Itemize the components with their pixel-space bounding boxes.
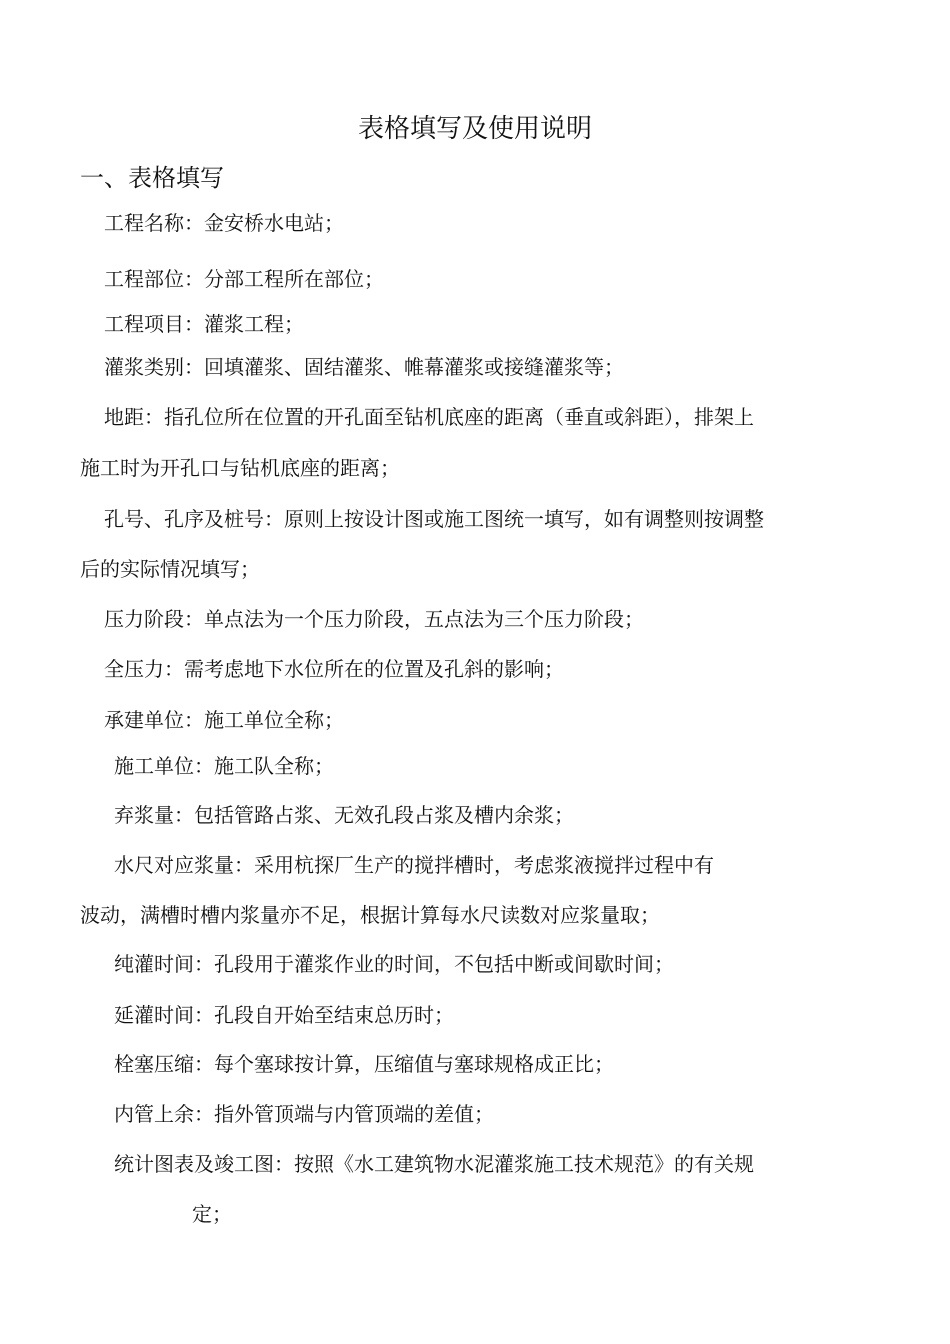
line-waste-grout: 弃浆量：包括管路占浆、无效孔段占浆及槽内余浆； bbox=[114, 803, 574, 827]
line-total-grouting-time: 延灌时间：孔段自开始至结束总历时； bbox=[114, 1003, 454, 1027]
page-title: 表格填写及使用说明 bbox=[357, 114, 592, 144]
line-plug-compression: 栓塞压缩：每个塞球按计算，压缩值与塞球规格成正比； bbox=[114, 1052, 614, 1076]
line-contractor: 承建单位：施工单位全称； bbox=[104, 708, 344, 732]
line-gauge-grout: 水尺对应浆量：采用杭探厂生产的搅拌槽时，考虑浆液搅拌过程中有 bbox=[114, 853, 714, 877]
line-construction-unit: 施工单位：施工队全称； bbox=[114, 754, 334, 778]
line-hole-number: 孔号、孔序及桩号：原则上按设计图或施工图统一填写，如有调整则按调整 bbox=[104, 507, 764, 531]
line-full-pressure: 全压力：需考虑地下水位所在的位置及孔斜的影响； bbox=[104, 657, 564, 681]
line-gauge-grout-cont: 波动，满槽时槽内浆量亦不足，根据计算每水尺读数对应浆量取； bbox=[80, 903, 660, 927]
section-heading: 一、表格填写 bbox=[80, 164, 224, 192]
line-net-grouting-time: 纯灌时间：孔段用于灌浆作业的时间，不包括中断或间歇时间； bbox=[114, 952, 674, 976]
line-inner-pipe: 内管上余：指外管顶端与内管顶端的差值； bbox=[114, 1102, 494, 1126]
line-project-part: 工程部位：分部工程所在部位； bbox=[104, 267, 384, 291]
line-statistics-charts: 统计图表及竣工图：按照《水工建筑物水泥灌浆施工技术规范》的有关规 bbox=[114, 1152, 754, 1176]
line-pressure-stage: 压力阶段：单点法为一个压力阶段，五点法为三个压力阶段； bbox=[104, 607, 644, 631]
line-statistics-charts-cont: 定； bbox=[192, 1202, 232, 1226]
line-grouting-type: 灌浆类别：回填灌浆、固结灌浆、帷幕灌浆或接缝灌浆等； bbox=[104, 355, 624, 379]
line-ground-distance-cont: 施工时为开孔口与钻机底座的距离； bbox=[80, 456, 400, 480]
line-project-item: 工程项目：灌浆工程； bbox=[104, 312, 304, 336]
line-hole-number-cont: 后的实际情况填写； bbox=[80, 557, 260, 581]
line-ground-distance: 地距：指孔位所在位置的开孔面至钻机底座的距离（垂直或斜距），排架上 bbox=[104, 405, 754, 429]
line-project-name: 工程名称：金安桥水电站； bbox=[104, 211, 344, 235]
